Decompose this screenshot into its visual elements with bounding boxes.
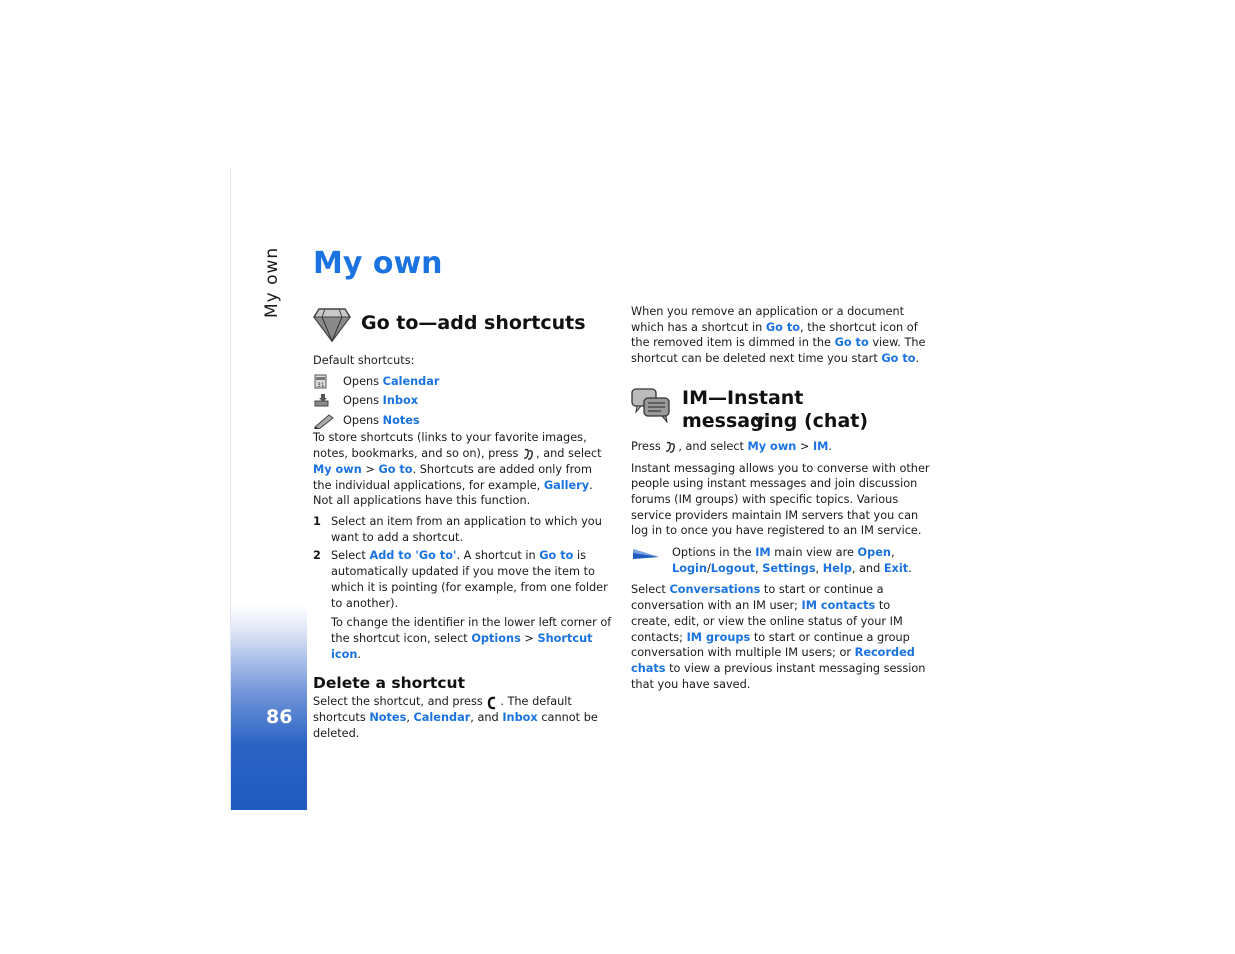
- text: Options in the: [672, 546, 752, 560]
- exit-link[interactable]: Exit: [883, 561, 909, 575]
- logout-link[interactable]: Logout: [710, 561, 756, 575]
- text: . Shortcuts are added only from the individual applications, for example,: [313, 462, 592, 492]
- go-to-link[interactable]: Go to: [539, 549, 574, 563]
- text: . A shortcut in: [456, 549, 536, 563]
- my-own-link[interactable]: My own: [313, 462, 362, 476]
- gallery-link[interactable]: Gallery: [543, 478, 590, 492]
- shortcut-row-calendar: [313, 372, 613, 392]
- shortcut-row-inbox: [313, 391, 613, 411]
- separator: /: [706, 561, 711, 575]
- step-number: 1: [313, 515, 321, 528]
- antenna-icon: [752, 415, 766, 434]
- my-own-link[interactable]: My own: [747, 439, 797, 453]
- step-text: Select an item from an application to which you want to add a shortcut.: [331, 515, 602, 544]
- svg-text:31: 31: [317, 381, 325, 389]
- separator: >: [524, 631, 534, 645]
- recorded-chats-link[interactable]: Recorded chats: [631, 646, 915, 675]
- chat-bubbles-icon: [631, 387, 673, 427]
- store-shortcuts-paragraph: [313, 430, 613, 509]
- conversations-link[interactable]: Conversations: [669, 583, 761, 597]
- delete-shortcut-paragraph: [313, 694, 613, 741]
- inbox-link[interactable]: Inbox: [502, 711, 538, 725]
- calendar-link[interactable]: Calendar: [413, 711, 471, 725]
- page-title: My own: [313, 246, 443, 281]
- shortcut-prefix: Opens: [343, 394, 380, 408]
- go-to-link[interactable]: Go to: [378, 462, 413, 476]
- calendar-link[interactable]: Calendar: [382, 374, 440, 388]
- shortcut-row-notes: [313, 411, 613, 431]
- separator: >: [799, 439, 810, 453]
- press-paragraph: [631, 439, 933, 455]
- text: , the shortcut icon of the removed item is dimmed in the: [631, 320, 918, 350]
- shortcut-prefix: Opens: [343, 413, 380, 427]
- separator: , and: [470, 711, 499, 725]
- text: Select: [631, 583, 666, 597]
- notes-link[interactable]: Notes: [382, 413, 420, 427]
- calendar-icon: [313, 374, 335, 390]
- section-heading-shortcuts: Go to—add shortcuts: [361, 311, 586, 334]
- inbox-icon: [313, 393, 335, 409]
- notes-icon: [313, 413, 335, 429]
- options-tip: [631, 545, 933, 576]
- step-number: 2: [313, 549, 321, 563]
- remove-application-paragraph: [631, 304, 933, 367]
- text: is automatically updated if you move the item to which it is pointing (for example, from one folder to another).: [331, 549, 608, 610]
- left-column: [313, 303, 613, 741]
- go-to-link[interactable]: Go to: [834, 336, 869, 350]
- text: cannot be deleted.: [313, 711, 598, 740]
- add-to-go-to-link[interactable]: Add to 'Go to': [369, 549, 457, 563]
- separator: , and: [851, 561, 881, 575]
- sidebar-section-title: My own: [262, 246, 282, 318]
- step-2: [313, 548, 613, 611]
- text: .: [828, 439, 832, 453]
- separator: ,: [406, 711, 410, 725]
- go-to-link[interactable]: Go to: [765, 320, 801, 334]
- im-link[interactable]: IM: [755, 546, 771, 560]
- text: Select the shortcut, and press: [313, 695, 483, 709]
- text: To store shortcuts (links to your favorite images, notes, bookmarks, and so on), press: [313, 431, 587, 461]
- select-conversations-paragraph: [631, 582, 933, 692]
- im-groups-link[interactable]: IM groups: [686, 630, 751, 644]
- help-link[interactable]: Help: [822, 561, 852, 575]
- settings-link[interactable]: Settings: [762, 561, 816, 575]
- text: .: [357, 647, 361, 661]
- text: to create, edit, or view the online status of your IM contacts;: [631, 599, 903, 644]
- text: To change the identifier in the lower left corner of the shortcut icon, select: [331, 616, 612, 645]
- text: , and select: [536, 447, 602, 461]
- delete-shortcut-heading: Delete a shortcut: [313, 674, 465, 693]
- step-1: [313, 514, 613, 545]
- login-link[interactable]: Login: [672, 561, 707, 575]
- change-identifier-paragraph: [313, 615, 613, 662]
- menu-key-icon: [664, 441, 678, 453]
- text: view. The shortcut can be deleted next time you start: [631, 336, 926, 366]
- im-contacts-link[interactable]: IM contacts: [801, 599, 876, 613]
- go-to-link[interactable]: Go to: [881, 352, 916, 366]
- text: . Not all applications have this function.: [313, 478, 593, 508]
- text: to start or continue a conversation with an IM user;: [631, 583, 884, 613]
- text: to view a previous instant messaging session that you have saved.: [631, 661, 926, 691]
- open-link[interactable]: Open: [857, 546, 891, 560]
- text: , and select: [678, 439, 744, 453]
- options-link[interactable]: Options: [471, 631, 521, 645]
- shortcut-icon-link[interactable]: Shortcut icon: [331, 631, 593, 661]
- im-description-paragraph: Instant messaging allows you to converse with other people using instant messages and join discussion forums (IM groups) with specific topics. Various service providers maintain IM servers that you can log in to once you have registered to an IM service.: [631, 461, 930, 538]
- text: main view are: [774, 546, 854, 560]
- text: . The default shortcuts: [313, 695, 572, 725]
- diamond-icon: [313, 303, 353, 343]
- text: .: [908, 561, 912, 575]
- separator: ,: [815, 561, 820, 575]
- page-number: 86: [266, 706, 293, 728]
- tip-icon: [631, 545, 672, 576]
- inbox-link[interactable]: Inbox: [382, 394, 419, 408]
- text: .: [915, 352, 920, 366]
- menu-key-icon: [522, 448, 536, 460]
- text: Press: [631, 439, 661, 453]
- separator: ,: [755, 561, 759, 575]
- separator: >: [365, 462, 375, 476]
- right-column: [631, 304, 933, 692]
- default-shortcuts-label: Default shortcuts:: [313, 354, 415, 367]
- shortcut-prefix: Opens: [343, 374, 380, 388]
- text: Select: [331, 549, 366, 563]
- separator: ,: [890, 546, 895, 560]
- text: When you remove an application or a document which has a shortcut in: [631, 305, 905, 334]
- text: to start or continue a group conversation with multiple IM users; or: [631, 630, 910, 660]
- notes-link[interactable]: Notes: [369, 711, 407, 725]
- clear-key-icon: [486, 696, 500, 708]
- section-heading-im: IM—Instant messaging (chat): [682, 386, 869, 432]
- im-link[interactable]: IM: [812, 439, 829, 453]
